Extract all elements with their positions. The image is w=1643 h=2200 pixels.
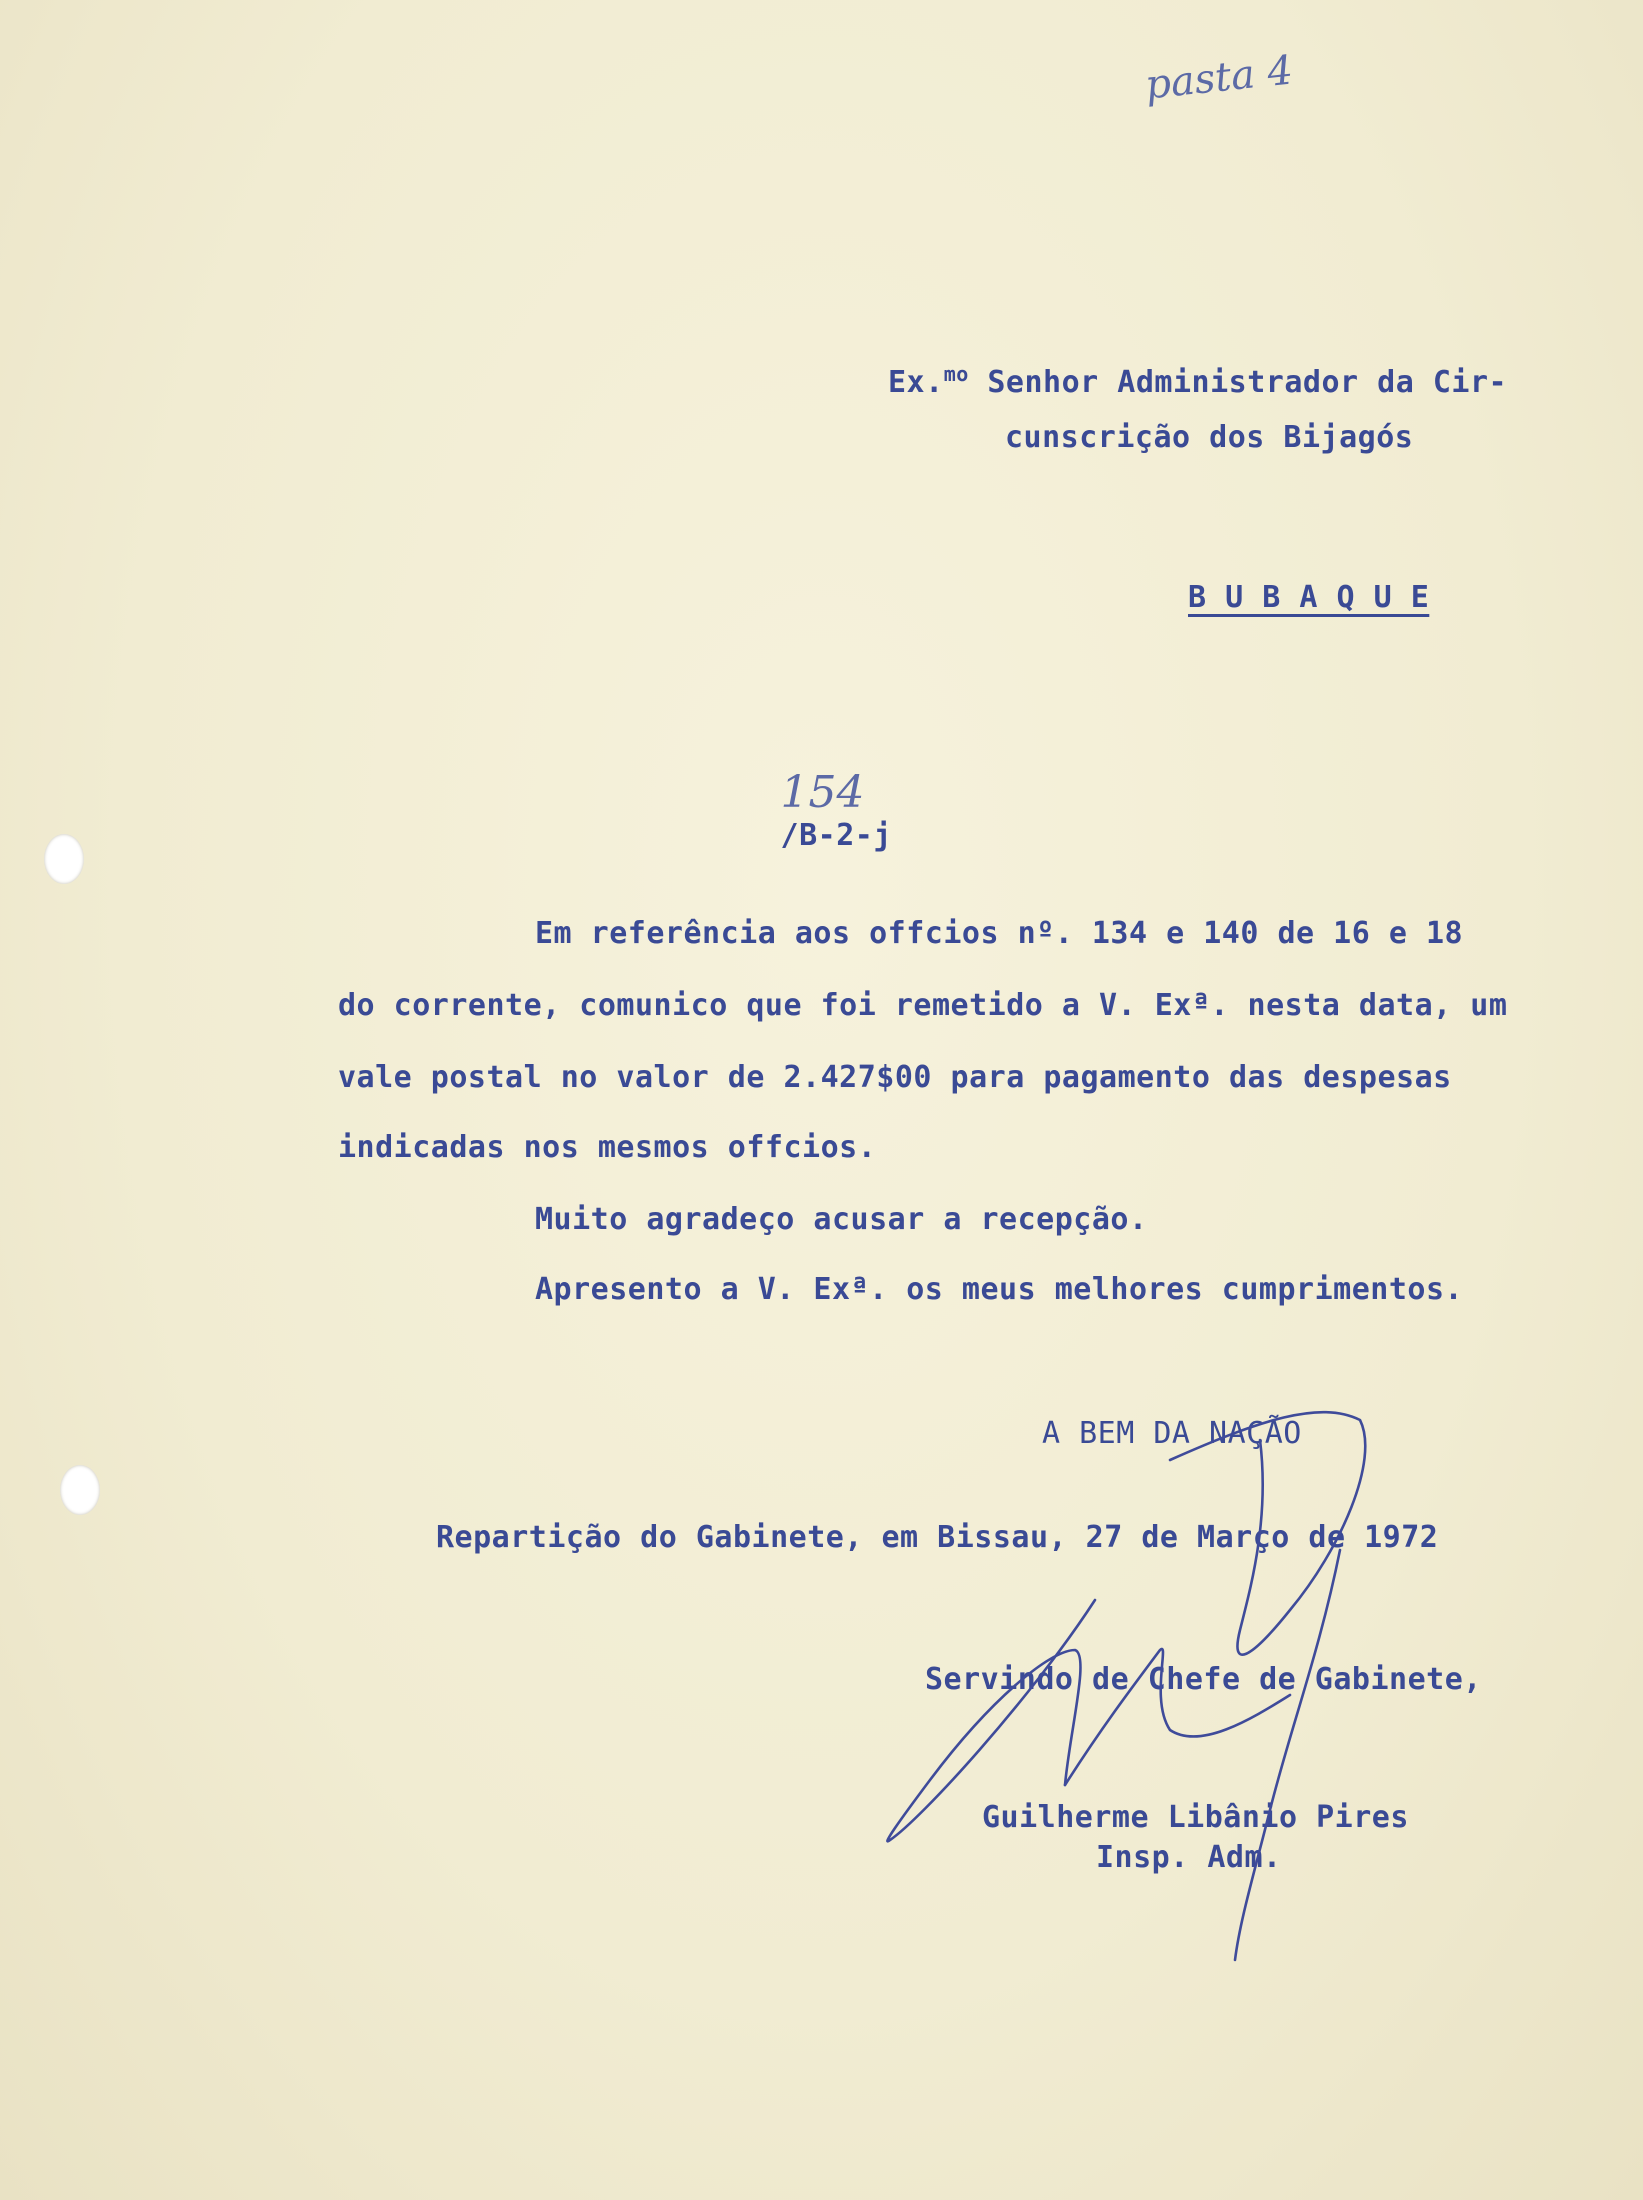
handwritten-signature — [870, 1400, 1530, 2000]
signatory-title: Insp. Adm. — [1096, 1840, 1282, 1875]
closing-formula: A BEM DA NAÇÃO — [1042, 1416, 1302, 1451]
body-paragraph-3: Apresento a V. Exª. os meus melhores cumprimentos. — [535, 1272, 1464, 1307]
reference-handwritten-number: 154 — [780, 767, 865, 818]
addressee-text-1: Senhor Administrador da Cir- — [968, 365, 1508, 400]
addressee-line-1 — [888, 362, 1507, 400]
salutation: Ex. — [888, 365, 944, 400]
body-line-4: indicadas nos mesmos offcios. — [338, 1130, 877, 1165]
body-line-3: vale postal no valor de 2.427$00 para pagamento das despesas — [338, 1060, 1452, 1095]
reference-typed-code: /B-2-j — [780, 818, 892, 853]
punch-hole-top — [44, 834, 84, 884]
body-line-1: Em referência aos offcios nº. 134 e 140 de 16 e 18 — [535, 916, 1464, 951]
reference-number — [742, 748, 892, 872]
destination-city: B U B A Q U E — [1188, 580, 1430, 615]
signatory-role: Servindo de Chefe de Gabinete, — [925, 1662, 1482, 1697]
punch-hole-bottom — [60, 1465, 100, 1515]
salutation-superscript: mo — [943, 362, 969, 386]
handwritten-margin-note: pasta 4 — [1143, 47, 1296, 109]
place-and-date: Repartição do Gabinete, em Bissau, 27 de Março de 1972 — [436, 1520, 1439, 1555]
body-line-2: do corrente, comunico que foi remetido a V. Exª. nesta data, um — [338, 988, 1508, 1023]
addressee-line-2: cunscrição dos Bijagós — [1005, 420, 1414, 455]
body-paragraph-2: Muito agradeço acusar a recepção. — [535, 1202, 1148, 1237]
signatory-name: Guilherme Libânio Pires — [982, 1800, 1409, 1835]
